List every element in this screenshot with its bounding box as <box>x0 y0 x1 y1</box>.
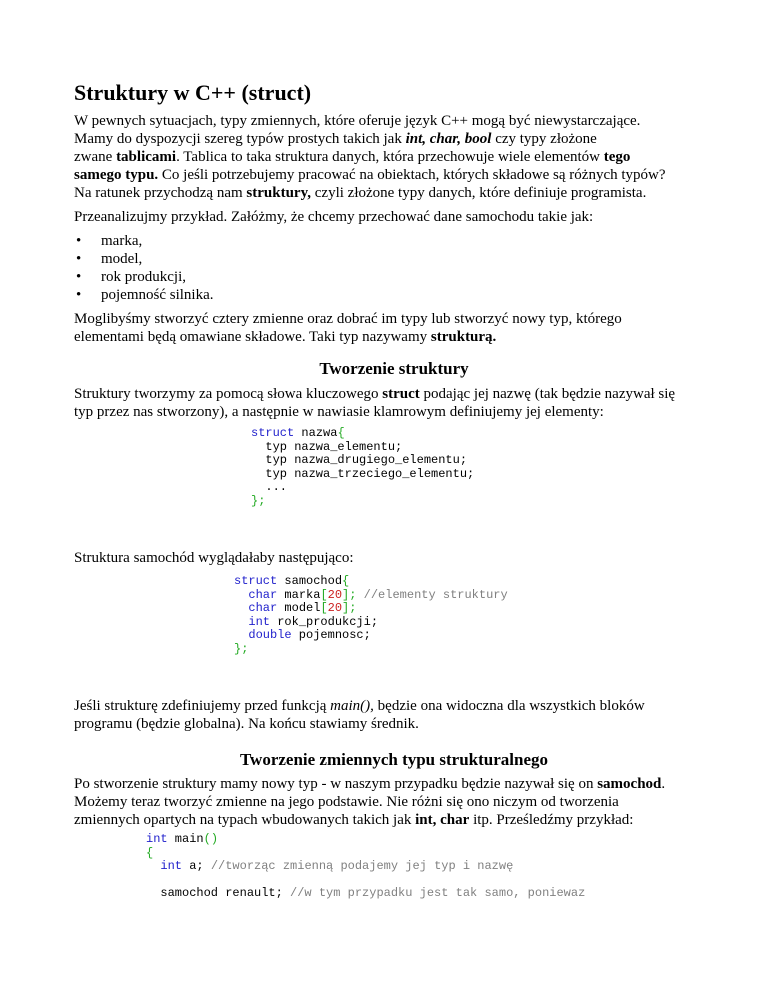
section1-paragraph: Struktury tworzymy za pomocą słowa kluczowego struct podając jej nazwę (tak będzie nazywał się typ przez nas stworzony), a następnie w nawiasie klamrowym definiujemy jej elementy: <box>74 386 676 420</box>
intro-paragraph: W pewnych sytuacjach, typy zmiennych, które oferuje język C++ mogą być niewystarczające. Mamy do dyspozycji szereg typów prostych takich jak int, char, bool czy typy złożone zwane tablicami. Tablica to taka struktura danych, która przechowuje wiele elementów tego samego typu. Co jeśli potrzebujemy pracować na obiektach, których składowe są różnych typów? Na ratunek przychodzą nam struktury, czyli złożone typy danych, które definiuje programista. <box>74 113 666 201</box>
struct-definition-paragraph: Moglibyśmy stworzyć cztery zmienne oraz dobrać im typy lub stworzyć nowy typ, którego elementami będą omawiane składowe. Taki typ nazywamy strukturą. <box>74 311 622 345</box>
section2-paragraph: Po stworzenie struktury mamy nowy typ - w naszym przypadku będzie nazywał się on samochod. Możemy teraz tworzyć zmienne na jego podstawie. Nie różni się ono niczym od tworzenia zmiennych opartych na typach wbudowanych takich jak int, char itp. Prześledźmy przykład: <box>74 776 666 828</box>
code-block-struct-samochod: struct samochod{ char marka[20]; //elementy struktury char model[20]; int rok_produkcji; double pojemnosc; }; <box>234 574 508 656</box>
list-item: • model, <box>76 251 143 267</box>
code-block-struct-template: struct nazwa{ typ nazwa_elementu; typ nazwa_drugiego_elementu; typ nazwa_trzeciego_elementu; ... }; <box>251 426 475 508</box>
list-item: • rok produkcji, <box>76 269 186 285</box>
car-attributes-list <box>74 232 714 304</box>
example-paragraph: Przeanalizujmy przykład. Załóżmy, że chcemy przechować dane samochodu takie jak: <box>74 209 594 225</box>
list-item: • marka, <box>76 233 143 249</box>
list-item: • pojemność silnika. <box>76 287 214 303</box>
document-page <box>74 80 714 901</box>
samochod-intro-paragraph: Struktura samochód wyglądałaby następująco: <box>74 550 354 566</box>
code-block-main: int main() { int a; //tworząc zmienną podajemy jej typ i nazwę samochod renault; //w tym przypadku jest tak samo, poniewaz <box>146 832 586 900</box>
page-title: Struktury w C++ (struct) <box>74 80 312 105</box>
global-struct-paragraph: Jeśli strukturę zdefiniujemy przed funkcją main(), będzie ona widoczna dla wszystkich bloków programu (będzie globalna). Na końcu stawiamy średnik. <box>74 698 645 732</box>
section-heading-tworzenie-zmiennych: Tworzenie zmiennych typu strukturalnego <box>239 750 549 769</box>
section-heading-tworzenie-struktury: Tworzenie struktury <box>319 359 469 378</box>
